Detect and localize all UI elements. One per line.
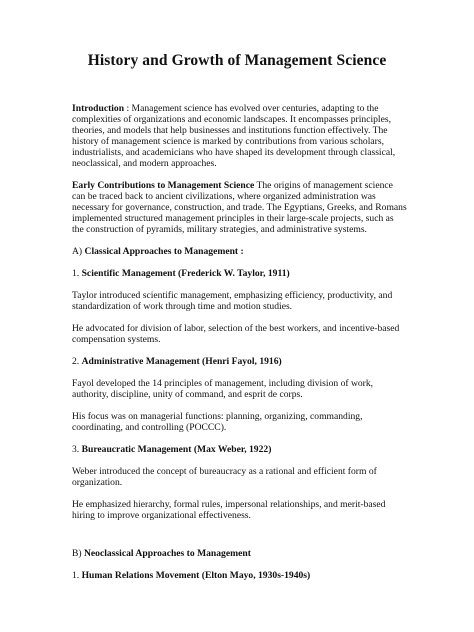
classical-prefix: A) [72, 246, 85, 257]
scientific-heading: Scientific Management (Frederick W. Taylor, 1911) [81, 268, 290, 279]
bureaucratic-paragraph-2: He emphasized hierarchy, formal rules, impersonal relationships, and merit-based hiring to improve organizational effectiveness. [72, 499, 386, 521]
intro-heading: Introduction [72, 103, 125, 114]
classical-section-heading [72, 246, 407, 257]
early-contributions-text: The origins of management science can be traced back to ancient civilizations, where organized administration was necessary for governance, construction, and trade. The Egyptians, Greeks, and Romans implemented structured management principles in their large-scale projects, such as the construction of pyramids, military strategies, and administrative systems. [72, 180, 407, 235]
classical-heading: Classical Approaches to Management : [84, 246, 244, 257]
human-relations-prefix: 1. [72, 570, 82, 581]
bureaucratic-paragraph-1: Weber introduced the concept of bureaucracy as a rational and efficient form of organization. [72, 466, 377, 488]
human-relations-title: Human Relations Movement (Elton Mayo, 1930s-1940s) [81, 570, 311, 581]
administrative-management-heading [72, 356, 407, 367]
intro-separator: : [124, 103, 132, 114]
intro-paragraph [72, 103, 407, 169]
scientific-paragraph-1: Taylor introduced scientific management, emphasizing efficiency, productivity, and standardization of work through time and motion studies. [72, 290, 393, 312]
administrative-paragraph-1: Fayol developed the 14 principles of management, including division of work, authority, discipline, unity of command, and esprit de corps. [72, 378, 374, 400]
document-body [72, 103, 407, 581]
human-relations-heading [72, 570, 407, 581]
neoclassical-heading: Neoclassical Approaches to Management [84, 548, 251, 559]
administrative-heading: Administrative Management (Henri Fayol, 1916) [81, 356, 282, 367]
early-contributions-heading: Early Contributions to Management Science [72, 180, 255, 191]
neoclassical-prefix: B) [72, 548, 84, 559]
bureaucratic-management-heading [72, 444, 407, 455]
neoclassical-section-heading [72, 548, 407, 559]
administrative-paragraph-2: His focus was on managerial functions: planning, organizing, commanding, coordinating, and controlling (POCCC). [72, 411, 363, 433]
document-title: History and Growth of Management Science [87, 52, 387, 69]
scientific-management-heading [72, 268, 407, 279]
intro-text: Management science has evolved over centuries, adapting to the complexities of organizations and economic landscapes. It encompasses principles, theories, and models that help businesses and institutions function effectively. The history of management science is marked by contributions from various scholars, industrialists, and academicians who have shaped its development through classical, neoclassical, and modern approaches. [72, 103, 396, 169]
bureaucratic-prefix: 3. [72, 444, 82, 455]
administrative-prefix: 2. [72, 356, 82, 367]
early-contributions-paragraph [72, 180, 407, 235]
scientific-paragraph-2: He advocated for division of labor, selection of the best workers, and incentive-based compensation systems. [72, 323, 400, 345]
scientific-prefix: 1. [72, 268, 82, 279]
bureaucratic-heading: Bureaucratic Management (Max Weber, 1922) [81, 444, 272, 455]
